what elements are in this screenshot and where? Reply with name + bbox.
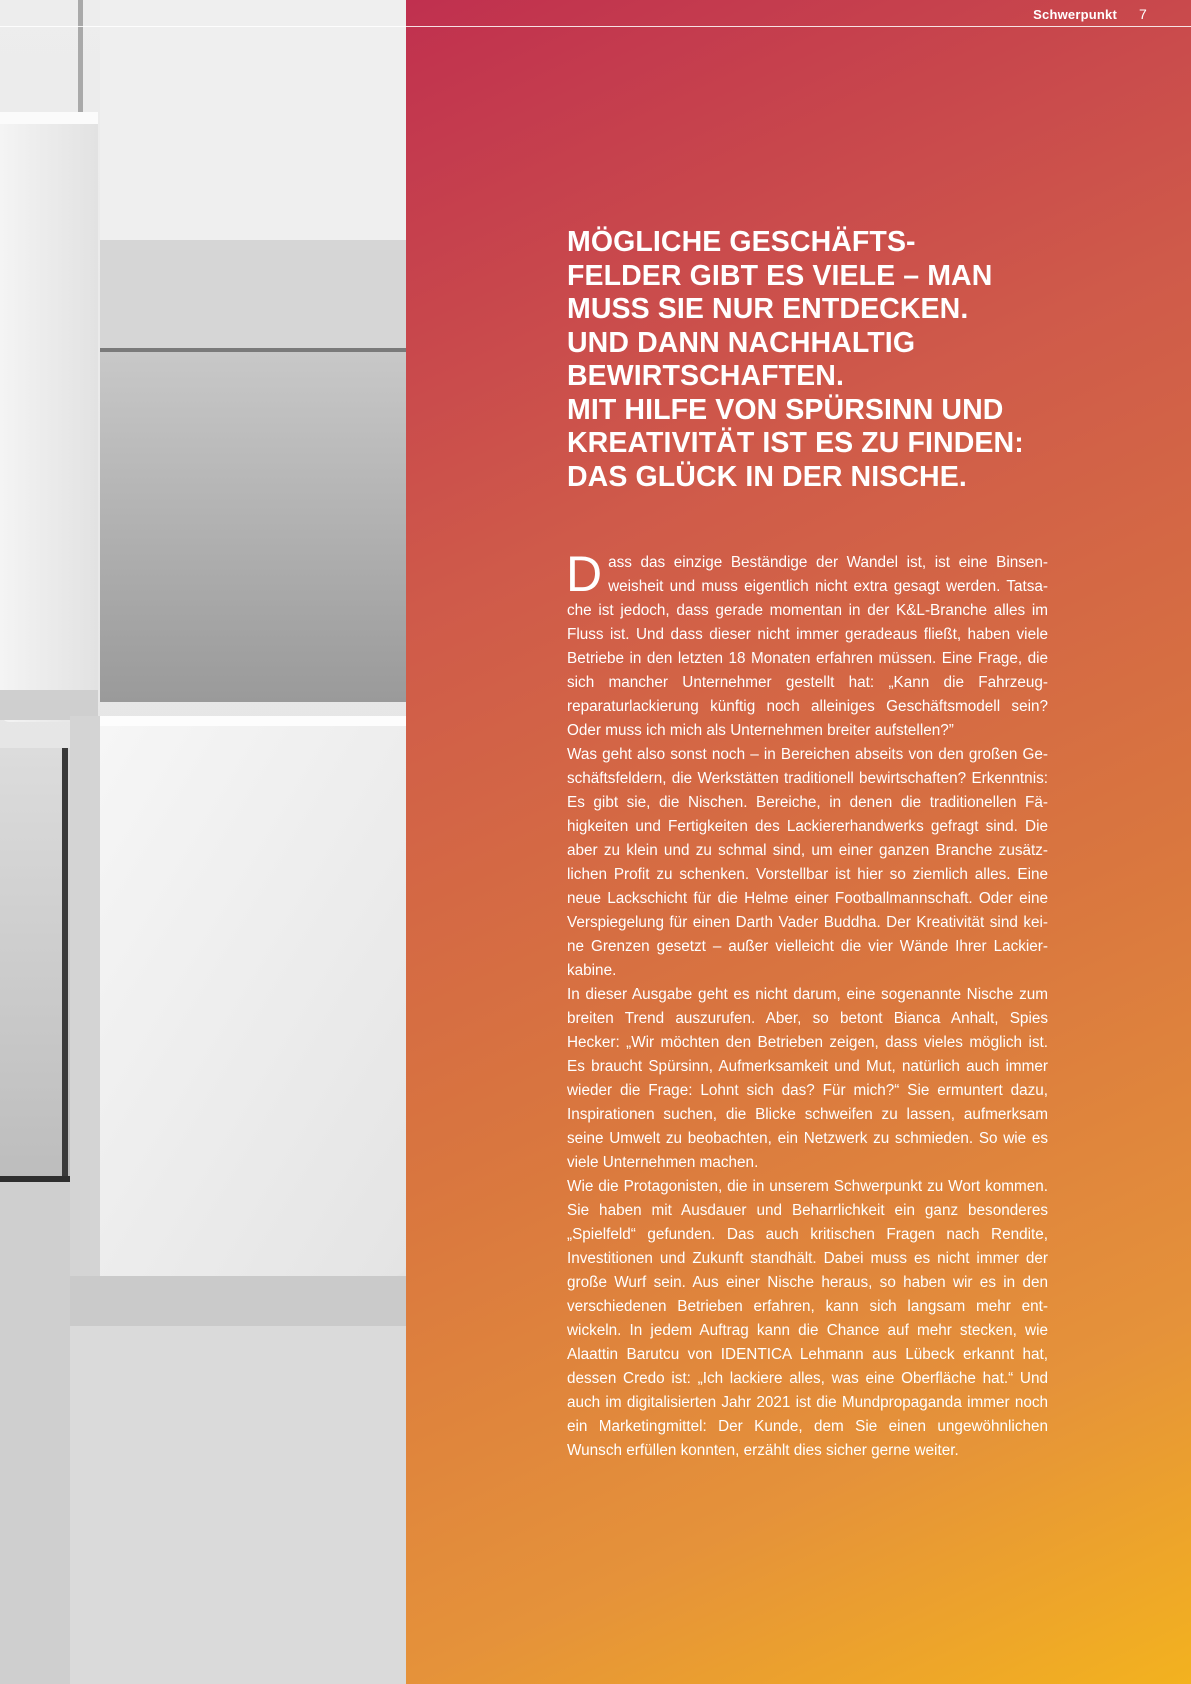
headline-line: MUSS SIE NUR ENTDECKEN. bbox=[567, 293, 969, 325]
article-paragraph: In dieser Ausgabe geht es nicht darum, eine sogenannte Nische zum breiten Trend auszurufen. Aber, so betont Bianca Anhalt, Spies Hecker: „Wir möchten den Betrieben zeigen, dass vieles möglich ist. Es braucht Spürsinn, Aufmerksamkeit und Mut, natürlich auch immer wieder die Frage: Lohnt sich das? Für mich?“ Sie ermuntert dazu, Inspirationen suchen, die Blicke schweifen zu lassen, aufmerksam seine Umwelt zu beobachten, ein Netzwerk zu schmieden. So wie es viele Unternehmen machen. bbox=[567, 986, 1048, 1171]
headline-line: UND DANN NACHHALTIG bbox=[567, 326, 916, 359]
article-paragraph bbox=[566, 546, 1048, 743]
page-number: 7 bbox=[1139, 6, 1147, 22]
headline bbox=[567, 226, 1087, 494]
header-rule bbox=[0, 26, 1191, 27]
paragraph-text: ass das einzige Beständige der Wandel ist, ist eine Binsenweisheit und muss eigentlich nicht extra gesagt werden. Tatsache ist jedoch, dass gerade momentan in der K&L-Branche alles im Fluss ist. Und dass dieser nicht immer geradeaus fließt, haben viele Betriebe in den letzten 18 Monaten erfahren müssen. Eine Frage, die sich mancher Unternehmer gestellt hat: „Kann die Fahrzeugreparaturlackierung künftig noch alleiniges Geschäftsmodell sein? Oder muss ich mich als Unternehmen breiter aufstellen?” bbox=[567, 554, 1048, 739]
article-body bbox=[566, 546, 1048, 1463]
cubes-photo bbox=[0, 0, 406, 1684]
running-head bbox=[1033, 6, 1147, 22]
headline-line: FELDER GIBT ES VIELE – MAN bbox=[567, 259, 993, 292]
section-label: Schwerpunkt bbox=[1033, 7, 1117, 22]
headline-line: DAS GLÜCK IN DER NISCHE. bbox=[567, 460, 967, 493]
article-paragraph: Wie die Protagonisten, die in unserem Schwerpunkt zu Wort kommen. Sie haben mit Ausdauer und Beharrlichkeit ein ganz besonderes „Spielfeld“ gefunden. Das auch kritischen Fragen nach Rendite, Investitionen und Zukunft standhält. Dabei muss es nicht immer der große Wurf sein. Aus einer Nische heraus, so haben wir es in den verschiedenen Betrieben erfahren, kann sich langsam mehr entwickeln. In jedem Auftrag kann die Chance auf mehr stecken, wie Alaattin Barutcu von IDENTICA Lehmann aus Lübeck erkannt hat, dessen Credo ist: „Ich lackiere alles, was eine Oberfläche hat.“ Und auch im digitalisierten Jahr 2021 ist die Mundpropaganda immer noch ein Marketingmittel: Der Kunde, dem Sie einen ungewöhnlichen Wunsch erfüllen konnten, erzählt dies sicher gerne weiter. bbox=[567, 1178, 1048, 1459]
headline-line: KREATIVITÄT IST ES ZU FINDEN: bbox=[567, 427, 1024, 459]
headline-line: MIT HILFE VON SPÜRSINN UND bbox=[567, 393, 1004, 426]
dropcap: D bbox=[566, 546, 603, 602]
article-paragraph: Was geht also sonst noch – in Bereichen abseits von den großen Geschäftsfeldern, die Werkstätten traditionell bewirtschaften? Erkenntnis: Es gibt sie, die Nischen. Bereiche, in denen die traditionellen Fähigkeiten und Fertigkeiten des Lackiererhandwerks gefragt sind. Die aber zu klein und zu schmal sind, um einer ganzen Branche zusätzlichen Profit zu schenken. Vorstellbar ist hier so ziemlich alles. Eine neue Lackschicht für die Helme einer Footballmannschaft. Oder eine Verspiegelung für einen Darth Vader Buddha. Der Kreativität sind keine Grenzen gesetzt – außer vielleicht die vier Wände Ihrer Lackierkabine. bbox=[567, 746, 1048, 979]
headline-line: MÖGLICHE GESCHÄFTS- bbox=[567, 226, 916, 258]
white-cubes-image bbox=[0, 0, 406, 1684]
headline-line: BEWIRTSCHAFTEN. bbox=[567, 360, 844, 392]
